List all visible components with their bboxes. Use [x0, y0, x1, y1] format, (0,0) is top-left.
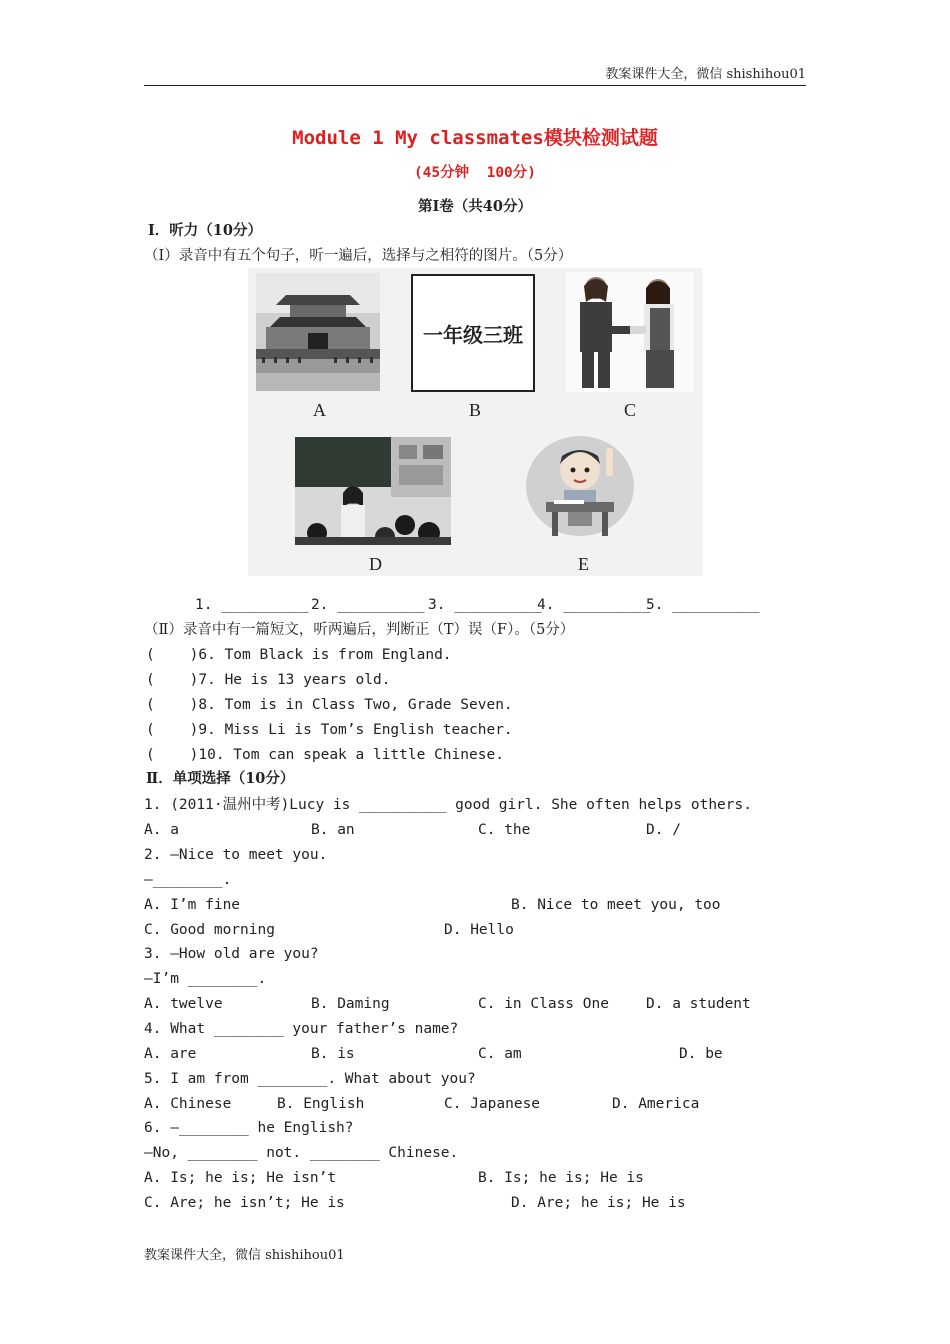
blank-1[interactable]: 1. __________ — [195, 597, 309, 613]
section1-sub1: （Ⅰ）录音中有五个句子，听一遍后，选择与之相符的图片。（5分） — [144, 248, 573, 264]
doc-title: Module 1 My classmates模块检测试题 — [292, 127, 658, 149]
tf-item-8: ( )8. Tom is in Class Two, Grade Seven. — [146, 697, 513, 713]
picture-label-b: B — [469, 400, 482, 420]
blank-4[interactable]: 4. __________ — [537, 597, 651, 613]
q5-option-c: C. Japanese — [444, 1096, 541, 1112]
q3-option-d: D. a student — [646, 996, 751, 1012]
q3-stem: 3. —How old are you? — [144, 946, 319, 962]
q5-stem: 5. I am from ________. What about you? — [144, 1071, 476, 1087]
listening-pictures — [248, 268, 703, 576]
q2-stem: 2. —Nice to meet you. — [144, 847, 328, 863]
q3-option-c: C. in Class One — [478, 996, 609, 1012]
tf-item-7: ( )7. He is 13 years old. — [146, 672, 391, 688]
blank-3[interactable]: 3. __________ — [428, 597, 542, 613]
section1-sub2: （Ⅱ）录音中有一篇短文，听两遍后，判断正（T）误（F）。（5分） — [144, 622, 575, 638]
picture-b-text: 一年级三班 — [423, 322, 523, 347]
q5-option-b: B. English — [277, 1096, 365, 1112]
q4-option-c: C. am — [478, 1046, 522, 1062]
q4-option-a: A. are — [144, 1046, 197, 1062]
q2-option-d: D. Hello — [444, 922, 514, 938]
picture-b-class-sign — [411, 274, 535, 392]
section2-heading: Ⅱ．单项选择（10分） — [146, 770, 295, 787]
picture-e-cartoon-boy — [524, 434, 636, 542]
q2-option-a: A. I’m fine — [144, 897, 241, 913]
q6-option-c: C. Are; he isn’t; He is — [144, 1195, 345, 1211]
q6-option-b: B. Is; he is; He is — [478, 1170, 644, 1186]
q1-stem: 1. (2011·温州中考)Lucy is __________ good girl. She often helps others. — [144, 797, 752, 813]
q3-stem-reply: —I’m ________. — [144, 971, 267, 987]
q2-stem-reply: —________. — [144, 872, 232, 888]
time-score: (45分钟 100分) — [413, 165, 537, 181]
q6-option-d: D. Are; he is; He is — [511, 1195, 686, 1211]
header-rule — [144, 85, 806, 86]
picture-a-tiananmen — [256, 273, 380, 391]
picture-label-e: E — [578, 554, 589, 574]
part-title: 第Ⅰ卷（共40分） — [418, 198, 532, 215]
q2-option-b: B. Nice to meet you, too — [511, 897, 721, 913]
q1-option-d: D. / — [646, 822, 681, 838]
q4-stem: 4. What ________ your father’s name? — [144, 1021, 459, 1037]
section1-heading: Ⅰ．听力（10分） — [148, 222, 262, 239]
q1-option-a: A. a — [144, 822, 179, 838]
q3-option-b: B. Daming — [311, 996, 390, 1012]
picture-label-a: A — [313, 400, 326, 420]
q6-option-a: A. Is; he is; He isn’t — [144, 1170, 337, 1186]
picture-label-d: D — [369, 554, 382, 574]
picture-c-handshake — [566, 272, 694, 392]
blank-2[interactable]: 2. __________ — [311, 597, 425, 613]
tf-item-10: ( )10. Tom can speak a little Chinese. — [146, 747, 504, 763]
q4-option-d: D. be — [679, 1046, 723, 1062]
picture-label-c: C — [624, 400, 637, 420]
q2-option-c: C. Good morning — [144, 922, 275, 938]
tf-item-9: ( )9. Miss Li is Tom’s English teacher. — [146, 722, 513, 738]
header-text: 教案课件大全，微信 shishihou01 — [605, 67, 806, 82]
q5-option-a: A. Chinese — [144, 1096, 232, 1112]
q6-stem: 6. —________ he English? — [144, 1120, 354, 1136]
footer-text: 教案课件大全，微信 shishihou01 — [144, 1248, 345, 1263]
blank-5[interactable]: 5. __________ — [646, 597, 760, 613]
tf-item-6: ( )6. Tom Black is from England. — [146, 647, 452, 663]
q4-option-b: B. is — [311, 1046, 355, 1062]
q6-stem-reply: —No, ________ not. ________ Chinese. — [144, 1145, 459, 1161]
q1-option-c: C. the — [478, 822, 531, 838]
picture-d-classroom — [295, 437, 451, 545]
q3-option-a: A. twelve — [144, 996, 223, 1012]
q1-option-b: B. an — [311, 822, 355, 838]
q5-option-d: D. America — [612, 1096, 700, 1112]
